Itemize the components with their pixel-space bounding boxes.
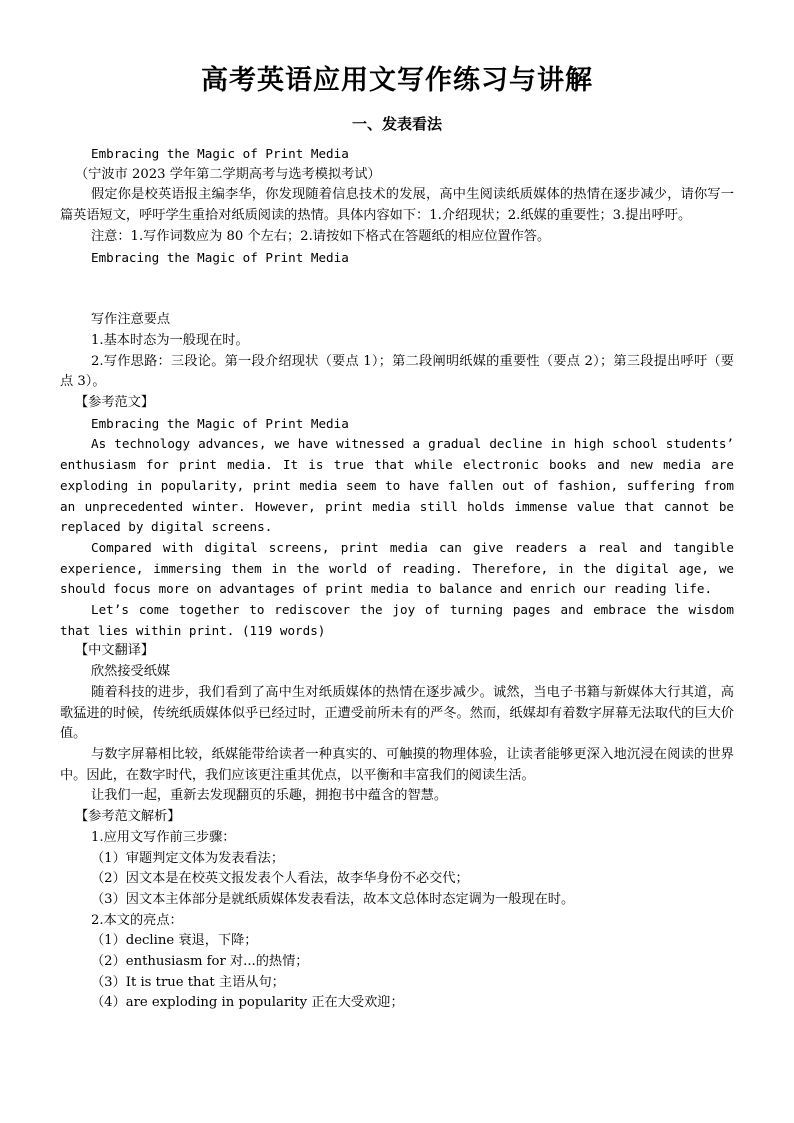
translation-paragraph: 随着科技的进步，我们看到了高中生对纸质媒体的热情在逐步减少。诚然，当电子书籍与新媒体大行其道，高歌猛进的时候，传统纸质媒体似乎已经过时，正遭受前所未有的严冬。然而，纸媒却有着数字屏幕无法取代的巨大价值。 <box>60 684 734 742</box>
tip-point: 2.写作思路：三段论。第一段介绍现状（要点 1）；第二段阐明纸媒的重要性（要点 2）；第三段提出呼吁（要点 3）。 <box>60 353 734 390</box>
analysis-step: （2）因文本是在校英文报发表个人看法，故李华身份不必交代； <box>91 871 469 887</box>
task-prompt: 假定你是校英语报主编李华，你发现随着信息技术的发展，高中生阅读纸质媒体的热情在逐步减少，请你写一篇英语短文，呼吁学生重拾对纸质阅读的热情。具体内容如下：1.介绍现状；2.纸媒的重要性；3.提出呼吁。 <box>60 187 734 224</box>
task-notes: 注意：1.写作词数应为 80 个左右；2.请按如下格式在答题纸的相应位置作答。 <box>91 228 551 244</box>
translation-title: 欣然接受纸媒 <box>91 664 171 680</box>
exam-source: （宁波市 2023 学年第二学期高考与选考模拟考试） <box>75 166 381 182</box>
analysis-steps-heading: 1.应用文写作前三步骤： <box>91 829 236 845</box>
tips-heading: 写作注意要点 <box>91 312 171 328</box>
translation-paragraph: 与数字屏幕相比较，纸媒能带给读者一种真实的、可触摸的物理体验，让读者能够更深入地沉浸在阅读的世界中。因此，在数字时代，我们应该更注重其优点，以平衡和丰富我们的阅读生活。 <box>60 746 734 783</box>
highlight-item: （2）enthusiasm for 对...的热情； <box>91 954 309 970</box>
highlight-item: （3）It is true that 主语从句； <box>91 974 285 990</box>
document-title: 高考英语应用文写作练习与讲解 <box>201 65 593 96</box>
tip-point: 1.基本时态为一般现在时。 <box>91 332 249 348</box>
section-heading: 一、发表看法 <box>351 115 442 133</box>
analysis-step: （3）因文本主体部分是就纸质媒体发表看法，故本文总体时态定调为一般现在时。 <box>91 891 575 907</box>
highlights-heading: 2.本文的亮点： <box>91 912 183 928</box>
highlight-item: （1）decline 衰退，下降； <box>91 933 258 949</box>
analysis-step: （1）审题判定文体为发表看法； <box>91 850 285 866</box>
model-heading: 【参考范文】 <box>75 395 155 411</box>
model-paragraph: Compared with digital screens, print media can give readers a real and tangible experience, immersing them in the world of reading. Therefore, in the digital age, we should focus more on advantages of print media to balance and enrich our reading life. <box>60 539 734 597</box>
translation-heading: 【中文翻译】 <box>75 643 155 659</box>
analysis-heading: 【参考范文解析】 <box>75 809 181 825</box>
model-paragraph: Let’s come together to rediscover the joy of turning pages and embrace the wisdom that lies within print. (119 words) <box>60 602 734 638</box>
essay-title: Embracing the Magic of Print Media <box>91 146 349 161</box>
model-paragraph: As technology advances, we have witnessed a gradual decline in high school students’ enthusiasm for print media. It is true that while electronic books and new media are exploding in popularity, print media seem to have fallen out of fashion, suffering from an unprecedented winter. However, print media still holds immense value that cannot be replaced by digital screens. <box>60 436 734 535</box>
model-title: Embracing the Magic of Print Media <box>91 415 349 431</box>
answer-title: Embracing the Magic of Print Media <box>91 249 349 265</box>
translation-paragraph: 让我们一起，重新去发现翻页的乐趣，拥抱书中蕴含的智慧。 <box>91 788 448 804</box>
answer-space <box>60 268 734 310</box>
highlight-item: （4）are exploding in popularity 正在大受欢迎； <box>91 995 404 1011</box>
document-body <box>60 144 734 1014</box>
